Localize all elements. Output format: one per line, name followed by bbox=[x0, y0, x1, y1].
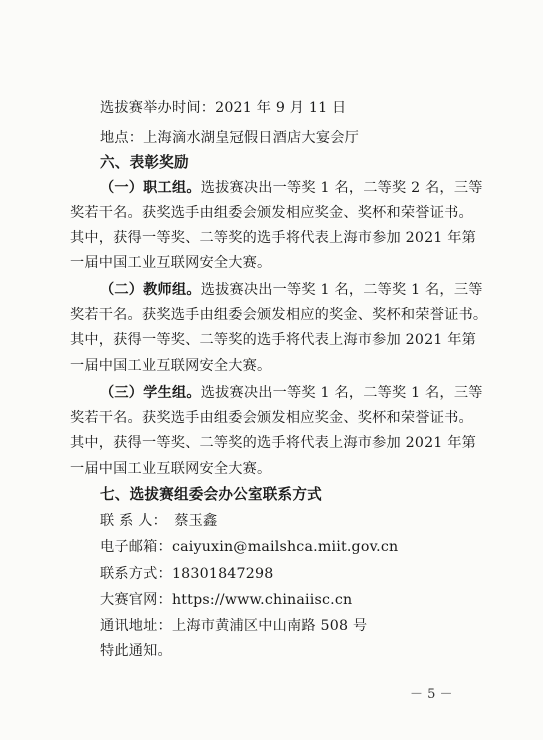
paragraph-2-line-2: 奖若干名。获奖选手由组委会颁发相应的奖金、奖杯和荣誉证书。 bbox=[70, 307, 488, 323]
section-7-heading: 七、选拔赛组委会办公室联系方式 bbox=[100, 486, 322, 503]
event-time: 选拔赛举办时间：2021 年 9 月 11 日 bbox=[100, 100, 347, 116]
paragraph-1-line-3: 其中，获得一等奖、二等奖的选手将代表上海市参加 2021 年第 bbox=[70, 230, 477, 246]
page-number: － 5 － bbox=[410, 687, 453, 702]
paragraph-3-line-4: 一届中国工业互联网安全大赛。 bbox=[70, 461, 272, 477]
paragraph-1-text: 选拔赛决出一等奖 1 名，二等奖 2 名，三等 bbox=[200, 180, 483, 196]
paragraph-2-line-1 bbox=[100, 280, 540, 300]
paragraph-3-line-1 bbox=[100, 383, 540, 403]
paragraph-3-lead: （三）学生组。 bbox=[100, 385, 201, 401]
paragraph-1-line-1 bbox=[100, 178, 540, 198]
section-6-heading: 六、表彰奖励 bbox=[100, 154, 189, 171]
paragraph-1-line-2: 奖若干名。获奖选手由组委会颁发相应奖金、奖杯和荣誉证书。 bbox=[70, 205, 473, 221]
official-website: 大赛官网：https://www.chinaiisc.cn bbox=[100, 592, 353, 608]
closing-remark: 特此通知。 bbox=[100, 643, 172, 659]
paragraph-2-line-4: 一届中国工业互联网安全大赛。 bbox=[70, 358, 272, 374]
paragraph-3-line-3: 其中，获得一等奖、二等奖的选手将代表上海市参加 2021 年第 bbox=[70, 435, 477, 451]
paragraph-2-line-3: 其中，获得一等奖、二等奖的选手将代表上海市参加 2021 年第 bbox=[70, 332, 477, 348]
paragraph-1-line-4: 一届中国工业互联网安全大赛。 bbox=[70, 255, 272, 271]
paragraph-3-line-2: 奖若干名。获奖选手由组委会颁发相应奖金、奖杯和荣誉证书。 bbox=[70, 410, 473, 426]
paragraph-2-lead: （二）教师组。 bbox=[100, 282, 201, 298]
contact-person: 联 系 人： 蔡玉鑫 bbox=[100, 513, 218, 529]
mailing-address: 通讯地址：上海市黄浦区中山南路 508 号 bbox=[100, 618, 368, 634]
paragraph-2-text: 选拔赛决出一等奖 1 名，二等奖 1 名，三等 bbox=[200, 282, 483, 298]
contact-email: 电子邮箱：caiyuxin@mailshca.miit.gov.cn bbox=[100, 539, 399, 555]
paragraph-1-lead: （一）职工组。 bbox=[100, 180, 201, 196]
contact-phone: 联系方式：18301847298 bbox=[100, 566, 274, 582]
paragraph-3-text: 选拔赛决出一等奖 1 名，二等奖 1 名，三等 bbox=[200, 385, 483, 401]
event-place: 地点：上海滴水湖皇冠假日酒店大宴会厅 bbox=[100, 130, 359, 146]
